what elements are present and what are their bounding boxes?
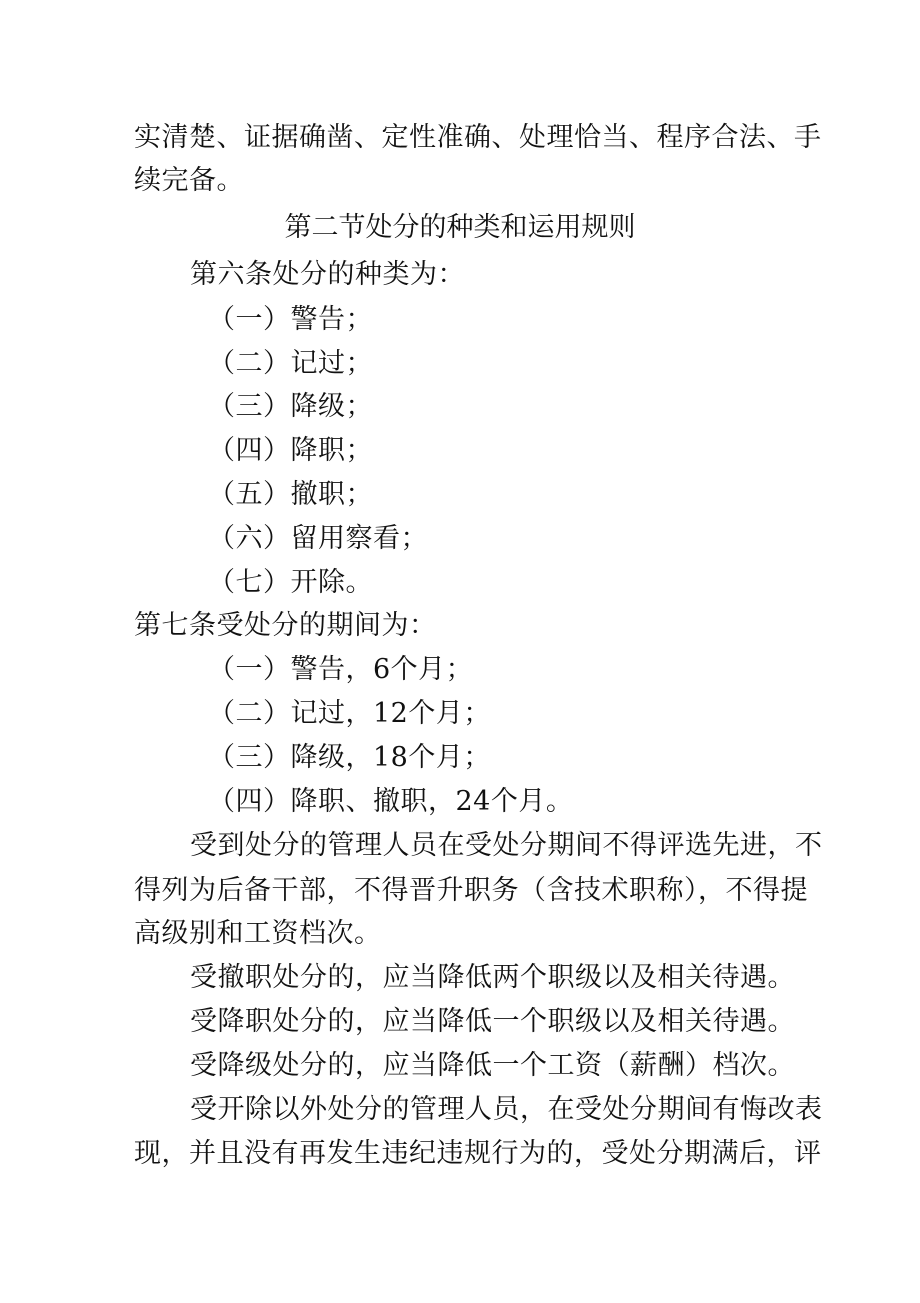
article6-item-4: （四）降职； <box>208 435 373 466</box>
section-title: 第二节处分的种类和运用规则 <box>284 212 636 243</box>
paragraph1-line-3: 高级别和工资档次。 <box>134 918 382 949</box>
paragraph2: 受撤职处分的，应当降低两个职级以及相关待遇。 <box>190 962 795 993</box>
paragraph4: 受降级处分的，应当降低一个工资（薪酬）档次。 <box>190 1050 795 1081</box>
paragraph1-line-2: 得列为后备干部，不得晋升职务（含技术职称），不得提 <box>134 875 808 906</box>
article7-item-1: （一）警告，6个月； <box>208 654 474 685</box>
article6-item-1: （一）警告； <box>208 304 373 335</box>
article6-item-6: （六）留用察看； <box>208 523 428 554</box>
body-line-1: 实清楚、证据确凿、定性准确、处理恰当、程序合法、手 <box>134 122 822 153</box>
article6-item-2: （二）记过； <box>208 348 373 379</box>
article6-item-7: （七）开除。 <box>208 567 373 598</box>
article7-item-4: （四）降职、撤职，24个月。 <box>208 786 574 817</box>
paragraph5-line-1: 受开除以外处分的管理人员，在受处分期间有悔改表 <box>190 1094 823 1125</box>
article6-title: 第六条处分的种类为： <box>190 259 465 290</box>
paragraph1-line-1: 受到处分的管理人员在受处分期间不得评选先进，不 <box>190 830 823 861</box>
article7-title: 第七条受处分的期间为： <box>134 610 437 641</box>
paragraph5-line-2: 现，并且没有再发生违纪违规行为的，受处分期满后，评 <box>134 1138 822 1169</box>
paragraph3: 受降职处分的，应当降低一个职级以及相关待遇。 <box>190 1006 795 1037</box>
article6-item-5: （五）撤职； <box>208 479 373 510</box>
article7-item-2: （二）记过，12个月； <box>208 698 491 729</box>
article6-item-3: （三）降级； <box>208 391 373 422</box>
body-line-2: 续完备。 <box>134 165 244 196</box>
article7-item-3: （三）降级，18个月； <box>208 742 491 773</box>
